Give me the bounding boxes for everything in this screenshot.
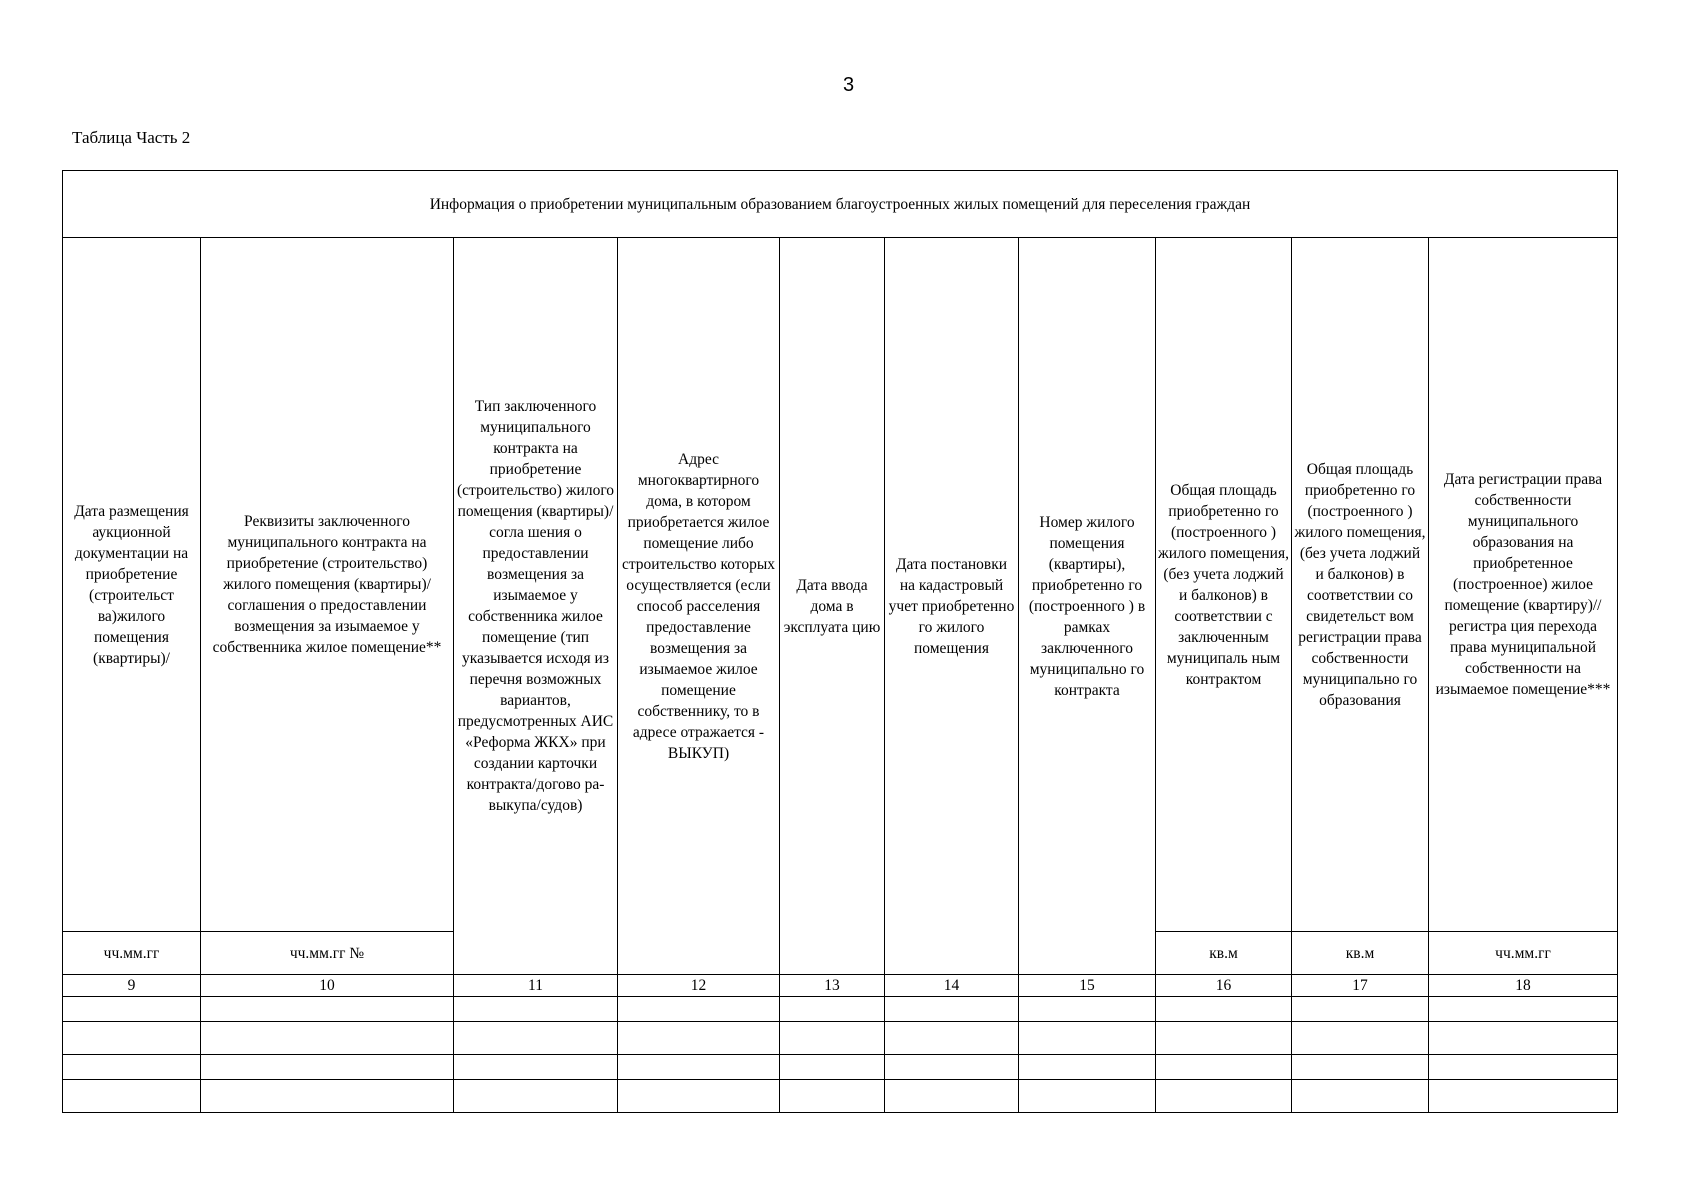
- unit-cell-16: кв.м: [1156, 932, 1292, 975]
- table-row: [63, 1055, 1618, 1080]
- table-cell[interactable]: [618, 1080, 780, 1113]
- table-cell[interactable]: [1429, 1022, 1618, 1055]
- table-cell[interactable]: [1429, 997, 1618, 1022]
- table-cell[interactable]: [618, 1022, 780, 1055]
- header-cell-13: Дата ввода дома в эксплуата цию: [780, 238, 885, 975]
- header-cell-12: Адрес многоквартирного дома, в котором приобретается жилое помещение либо строительство которых осуществляется (если способ расселения предоставление возмещения за изымаемое жилое помещение собственнику, то в адресе отражается - ВЫКУП): [618, 238, 780, 975]
- table-cell[interactable]: [1292, 1022, 1429, 1055]
- column-number-14: 14: [885, 975, 1019, 997]
- table-cell[interactable]: [1019, 997, 1156, 1022]
- table-cell[interactable]: [780, 1080, 885, 1113]
- table-cell[interactable]: [454, 997, 618, 1022]
- table-cell[interactable]: [201, 1055, 454, 1080]
- table-cell[interactable]: [63, 1022, 201, 1055]
- column-number-9: 9: [63, 975, 201, 997]
- table-cell[interactable]: [1429, 1055, 1618, 1080]
- column-number-10: 10: [201, 975, 454, 997]
- header-cell-17: Общая площадь приобретенно го (построенного ) жилого помещения, (без учета лоджий и балконов) в соответствии со свидетельст вом регистрации права собственности муниципально го образования: [1292, 238, 1429, 932]
- unit-cell-18: чч.мм.гг: [1429, 932, 1618, 975]
- column-number-13: 13: [780, 975, 885, 997]
- table-cell[interactable]: [454, 1022, 618, 1055]
- table-cell[interactable]: [1019, 1055, 1156, 1080]
- table-cell[interactable]: [1429, 1080, 1618, 1113]
- column-number-17: 17: [1292, 975, 1429, 997]
- header-cell-16: Общая площадь приобретенно го (построенного ) жилого помещения, (без учета лоджий и балконов) в соответствии с заключенным муниципаль ным контрактом: [1156, 238, 1292, 932]
- table-cell[interactable]: [63, 1055, 201, 1080]
- header-cell-10: Реквизиты заключенного муниципального контракта на приобретение (строительство) жилого помещения (квартиры)/соглашения о предоставлении возмещения за изымаемое у собственника жилое помещение**: [201, 238, 454, 932]
- table-cell[interactable]: [63, 1080, 201, 1113]
- table-cell[interactable]: [454, 1055, 618, 1080]
- header-cell-9: Дата размещения аукционной документации на приобретение (строительст ва)жилого помещения (квартиры)/: [63, 238, 201, 932]
- table-cell[interactable]: [780, 997, 885, 1022]
- table-cell[interactable]: [780, 1055, 885, 1080]
- column-number-15: 15: [1019, 975, 1156, 997]
- table-cell[interactable]: [201, 1022, 454, 1055]
- header-cell-18: Дата регистрации права собственности муниципального образования на приобретенное (построенное) жилое помещение (квартиру)//регистра ция перехода права муниципальной собственности на изымаемое помещение***: [1429, 238, 1618, 932]
- column-number-11: 11: [454, 975, 618, 997]
- table-cell[interactable]: [1156, 1080, 1292, 1113]
- table-title: Информация о приобретении муниципальным образованием благоустроенных жилых помещений для переселения граждан: [63, 171, 1618, 238]
- table-cell[interactable]: [618, 1055, 780, 1080]
- table-row: [63, 1022, 1618, 1055]
- table-row: [63, 1080, 1618, 1113]
- table-caption: Таблица Часть 2: [72, 128, 191, 147]
- table-cell[interactable]: [885, 997, 1019, 1022]
- unit-cell-9: чч.мм.гг: [63, 932, 201, 975]
- table-cell[interactable]: [1292, 1055, 1429, 1080]
- table-cell[interactable]: [1292, 1080, 1429, 1113]
- column-number-16: 16: [1156, 975, 1292, 997]
- table-cell[interactable]: [780, 1022, 885, 1055]
- header-cell-15: Номер жилого помещения (квартиры), приобретенно го (построенного ) в рамках заключенного муниципально го контракта: [1019, 238, 1156, 975]
- unit-cell-10: чч.мм.гг №: [201, 932, 454, 975]
- table-cell[interactable]: [885, 1055, 1019, 1080]
- table-cell[interactable]: [1019, 1080, 1156, 1113]
- page-number: 3: [842, 74, 855, 96]
- table-cell[interactable]: [1156, 997, 1292, 1022]
- table-cell[interactable]: [1156, 1022, 1292, 1055]
- table-cell[interactable]: [1292, 997, 1429, 1022]
- table-cell[interactable]: [1156, 1055, 1292, 1080]
- table-cell[interactable]: [454, 1080, 618, 1113]
- unit-cell-17: кв.м: [1292, 932, 1429, 975]
- column-number-18: 18: [1429, 975, 1618, 997]
- table-cell[interactable]: [1019, 1022, 1156, 1055]
- header-cell-14: Дата постановки на кадастровый учет приобретенно го жилого помещения: [885, 238, 1019, 975]
- header-cell-11: Тип заключенного муниципального контракта на приобретение (строительство) жилого помещения (квартиры)/согла шения о предоставлении возмещения за изымаемое у собственника жилое помещение (тип указывается исходя из перечня возможных вариантов, предусмотренных АИС «Реформа ЖКХ» при создании карточки контракта/догово ра-выкупа/судов): [454, 238, 618, 975]
- table-row: [63, 997, 1618, 1022]
- table-cell[interactable]: [201, 997, 454, 1022]
- table-cell[interactable]: [885, 1080, 1019, 1113]
- table-cell[interactable]: [618, 997, 780, 1022]
- table-cell[interactable]: [201, 1080, 454, 1113]
- table-cell[interactable]: [63, 997, 201, 1022]
- column-number-12: 12: [618, 975, 780, 997]
- table-cell[interactable]: [885, 1022, 1019, 1055]
- acquisition-table: [62, 170, 1618, 1113]
